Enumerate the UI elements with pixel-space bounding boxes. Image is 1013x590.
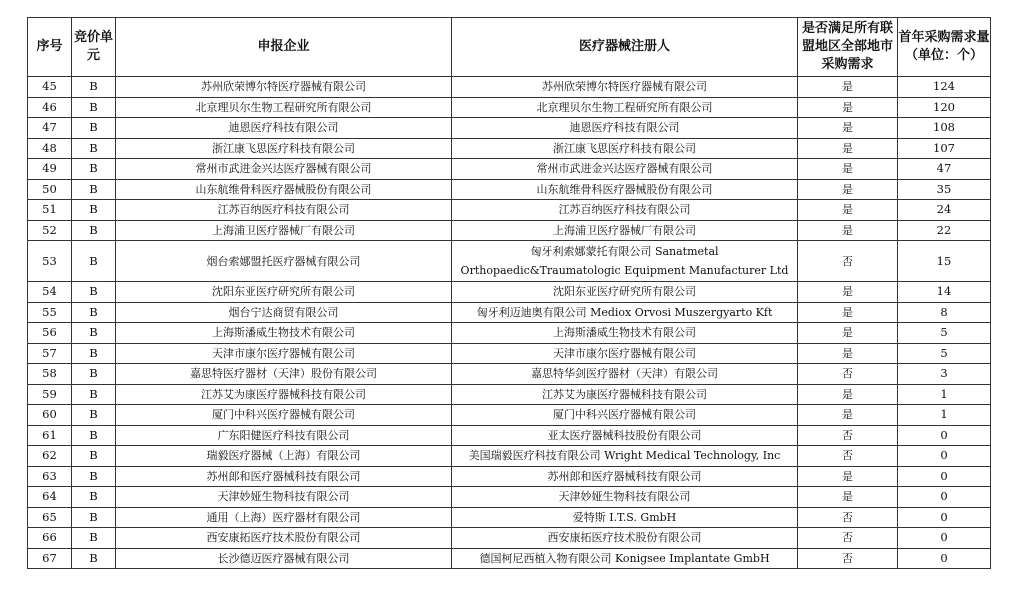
cell-unit: B bbox=[72, 466, 116, 487]
cell-unit: B bbox=[72, 241, 116, 282]
cell-meets: 否 bbox=[798, 507, 898, 528]
cell-unit: B bbox=[72, 200, 116, 221]
table-row bbox=[28, 343, 991, 364]
cell-company: 厦门中科兴医疗器械有限公司 bbox=[116, 405, 452, 426]
registrant-line-1: 匈牙利索娜蒙托有限公司 Sanatmetal bbox=[530, 245, 719, 258]
cell-demand: 0 bbox=[898, 528, 991, 549]
table-header-row bbox=[28, 18, 991, 77]
table-row bbox=[28, 466, 991, 487]
table-row bbox=[28, 179, 991, 200]
cell-unit: B bbox=[72, 138, 116, 159]
table-row bbox=[28, 528, 991, 549]
cell-index: 57 bbox=[28, 343, 72, 364]
cell-registrant: 德国柯尼西植入物有限公司 Konigsee Implantate GmbH bbox=[452, 548, 798, 569]
cell-meets: 是 bbox=[798, 466, 898, 487]
cell-company: 浙江康飞思医疗科技有限公司 bbox=[116, 138, 452, 159]
cell-registrant: 匈牙利迈迪奥有限公司 Mediox Orvosi Muszergyarto Kft bbox=[452, 302, 798, 323]
cell-index: 50 bbox=[28, 179, 72, 200]
cell-meets: 是 bbox=[798, 343, 898, 364]
cell-company: 苏州欣荣博尔特医疗器械有限公司 bbox=[116, 77, 452, 98]
table-row bbox=[28, 77, 991, 98]
cell-meets: 是 bbox=[798, 118, 898, 139]
cell-demand: 0 bbox=[898, 466, 991, 487]
cell-demand: 24 bbox=[898, 200, 991, 221]
cell-company: 西安康拓医疗技术股份有限公司 bbox=[116, 528, 452, 549]
cell-registrant: 天津市康尔医疗器械有限公司 bbox=[452, 343, 798, 364]
cell-meets: 否 bbox=[798, 548, 898, 569]
cell-meets: 是 bbox=[798, 302, 898, 323]
table-row bbox=[28, 323, 991, 344]
table-body bbox=[28, 77, 991, 569]
cell-index: 62 bbox=[28, 446, 72, 467]
cell-company: 天津市康尔医疗器械有限公司 bbox=[116, 343, 452, 364]
table-row bbox=[28, 446, 991, 467]
header-company: 申报企业 bbox=[116, 18, 452, 77]
table-row bbox=[28, 302, 991, 323]
cell-index: 56 bbox=[28, 323, 72, 344]
table-row bbox=[28, 118, 991, 139]
cell-registrant: 厦门中科兴医疗器械有限公司 bbox=[452, 405, 798, 426]
cell-registrant: 苏州欣荣博尔特医疗器械有限公司 bbox=[452, 77, 798, 98]
table-row bbox=[28, 405, 991, 426]
cell-company: 通用（上海）医疗器材有限公司 bbox=[116, 507, 452, 528]
cell-company: 烟台宁达商贸有限公司 bbox=[116, 302, 452, 323]
table-row bbox=[28, 548, 991, 569]
cell-registrant: 美国瑞毅医疗科技有限公司 Wright Medical Technology, Inc bbox=[452, 446, 798, 467]
cell-unit: B bbox=[72, 446, 116, 467]
cell-registrant: 迪恩医疗科技有限公司 bbox=[452, 118, 798, 139]
cell-company: 沈阳东亚医疗研究所有限公司 bbox=[116, 282, 452, 303]
table-row bbox=[28, 282, 991, 303]
cell-demand: 5 bbox=[898, 323, 991, 344]
cell-index: 46 bbox=[28, 97, 72, 118]
cell-company: 瑞毅医疗器械（上海）有限公司 bbox=[116, 446, 452, 467]
cell-company: 山东航维骨科医疗器械股份有限公司 bbox=[116, 179, 452, 200]
cell-registrant: 天津妙娅生物科技有限公司 bbox=[452, 487, 798, 508]
cell-registrant: 爱特斯 I.T.S. GmbH bbox=[452, 507, 798, 528]
cell-unit: B bbox=[72, 302, 116, 323]
cell-meets: 是 bbox=[798, 159, 898, 180]
cell-meets: 是 bbox=[798, 200, 898, 221]
cell-registrant: 北京理贝尔生物工程研究所有限公司 bbox=[452, 97, 798, 118]
cell-demand: 47 bbox=[898, 159, 991, 180]
cell-meets: 是 bbox=[798, 77, 898, 98]
header-demand: 首年采购需求量（单位：个） bbox=[898, 18, 991, 77]
table-row bbox=[28, 364, 991, 385]
cell-index: 45 bbox=[28, 77, 72, 98]
header-unit: 竞价单元 bbox=[72, 18, 116, 77]
cell-index: 59 bbox=[28, 384, 72, 405]
table-row bbox=[28, 97, 991, 118]
header-meets: 是否满足所有联盟地区全部地市采购需求 bbox=[798, 18, 898, 77]
cell-meets: 是 bbox=[798, 405, 898, 426]
cell-registrant: 上海浦卫医疗器械厂有限公司 bbox=[452, 220, 798, 241]
cell-registrant: 沈阳东亚医疗研究所有限公司 bbox=[452, 282, 798, 303]
cell-unit: B bbox=[72, 282, 116, 303]
cell-company: 常州市武进金兴达医疗器械有限公司 bbox=[116, 159, 452, 180]
cell-unit: B bbox=[72, 159, 116, 180]
cell-index: 54 bbox=[28, 282, 72, 303]
cell-index: 66 bbox=[28, 528, 72, 549]
cell-registrant: 江苏艾为康医疗器械科技有限公司 bbox=[452, 384, 798, 405]
cell-meets: 是 bbox=[798, 97, 898, 118]
cell-registrant: 山东航维骨科医疗器械股份有限公司 bbox=[452, 179, 798, 200]
cell-meets: 否 bbox=[798, 241, 898, 282]
cell-meets: 否 bbox=[798, 446, 898, 467]
cell-company: 烟台索娜盟托医疗器械有限公司 bbox=[116, 241, 452, 282]
table-row bbox=[28, 507, 991, 528]
cell-demand: 124 bbox=[898, 77, 991, 98]
registrant-line-2: Orthopaedic&Traumatologic Equipment Manufacturer Ltd bbox=[460, 264, 789, 277]
cell-unit: B bbox=[72, 528, 116, 549]
cell-index: 67 bbox=[28, 548, 72, 569]
table-row bbox=[28, 487, 991, 508]
cell-registrant: 上海斯潘威生物技术有限公司 bbox=[452, 323, 798, 344]
cell-meets: 是 bbox=[798, 179, 898, 200]
table-row bbox=[28, 200, 991, 221]
cell-registrant: 西安康拓医疗技术股份有限公司 bbox=[452, 528, 798, 549]
cell-demand: 108 bbox=[898, 118, 991, 139]
cell-index: 61 bbox=[28, 425, 72, 446]
cell-company: 上海斯潘威生物技术有限公司 bbox=[116, 323, 452, 344]
cell-index: 65 bbox=[28, 507, 72, 528]
cell-unit: B bbox=[72, 118, 116, 139]
cell-company: 天津妙娅生物科技有限公司 bbox=[116, 487, 452, 508]
cell-demand: 120 bbox=[898, 97, 991, 118]
header-registrant: 医疗器械注册人 bbox=[452, 18, 798, 77]
cell-demand: 22 bbox=[898, 220, 991, 241]
cell-company: 苏州郎和医疗器械科技有限公司 bbox=[116, 466, 452, 487]
cell-company: 长沙德迈医疗器械有限公司 bbox=[116, 548, 452, 569]
cell-index: 53 bbox=[28, 241, 72, 282]
cell-company: 迪恩医疗科技有限公司 bbox=[116, 118, 452, 139]
cell-company: 北京理贝尔生物工程研究所有限公司 bbox=[116, 97, 452, 118]
cell-unit: B bbox=[72, 364, 116, 385]
cell-index: 52 bbox=[28, 220, 72, 241]
cell-registrant: 嘉思特华剑医疗器材（天津）有限公司 bbox=[452, 364, 798, 385]
cell-index: 55 bbox=[28, 302, 72, 323]
table-row bbox=[28, 159, 991, 180]
table-row bbox=[28, 138, 991, 159]
cell-demand: 15 bbox=[898, 241, 991, 282]
table-row bbox=[28, 220, 991, 241]
cell-demand: 35 bbox=[898, 179, 991, 200]
cell-demand: 0 bbox=[898, 487, 991, 508]
cell-unit: B bbox=[72, 220, 116, 241]
cell-demand: 0 bbox=[898, 425, 991, 446]
cell-registrant: 浙江康飞思医疗科技有限公司 bbox=[452, 138, 798, 159]
cell-company: 江苏艾为康医疗器械科技有限公司 bbox=[116, 384, 452, 405]
cell-registrant: 常州市武进金兴达医疗器械有限公司 bbox=[452, 159, 798, 180]
cell-index: 48 bbox=[28, 138, 72, 159]
cell-meets: 否 bbox=[798, 528, 898, 549]
cell-meets: 否 bbox=[798, 364, 898, 385]
cell-meets: 否 bbox=[798, 425, 898, 446]
cell-demand: 8 bbox=[898, 302, 991, 323]
cell-meets: 是 bbox=[798, 487, 898, 508]
cell-unit: B bbox=[72, 97, 116, 118]
cell-index: 60 bbox=[28, 405, 72, 426]
cell-unit: B bbox=[72, 323, 116, 344]
cell-unit: B bbox=[72, 384, 116, 405]
cell-demand: 107 bbox=[898, 138, 991, 159]
cell-registrant: 江苏百纳医疗科技有限公司 bbox=[452, 200, 798, 221]
cell-company: 广东阳健医疗科技有限公司 bbox=[116, 425, 452, 446]
cell-unit: B bbox=[72, 487, 116, 508]
cell-unit: B bbox=[72, 548, 116, 569]
cell-index: 47 bbox=[28, 118, 72, 139]
cell-demand: 14 bbox=[898, 282, 991, 303]
cell-demand: 0 bbox=[898, 446, 991, 467]
cell-demand: 0 bbox=[898, 507, 991, 528]
cell-index: 58 bbox=[28, 364, 72, 385]
cell-meets: 是 bbox=[798, 220, 898, 241]
cell-meets: 是 bbox=[798, 323, 898, 344]
cell-company: 江苏百纳医疗科技有限公司 bbox=[116, 200, 452, 221]
cell-meets: 是 bbox=[798, 384, 898, 405]
cell-registrant: 苏州郎和医疗器械科技有限公司 bbox=[452, 466, 798, 487]
table-row bbox=[28, 241, 991, 282]
cell-unit: B bbox=[72, 507, 116, 528]
cell-unit: B bbox=[72, 405, 116, 426]
cell-demand: 1 bbox=[898, 405, 991, 426]
cell-unit: B bbox=[72, 179, 116, 200]
cell-registrant bbox=[452, 241, 798, 282]
cell-demand: 3 bbox=[898, 364, 991, 385]
cell-index: 49 bbox=[28, 159, 72, 180]
cell-index: 64 bbox=[28, 487, 72, 508]
header-index: 序号 bbox=[28, 18, 72, 77]
cell-demand: 0 bbox=[898, 548, 991, 569]
cell-meets: 是 bbox=[798, 138, 898, 159]
cell-company: 嘉思特医疗器材（天津）股份有限公司 bbox=[116, 364, 452, 385]
cell-unit: B bbox=[72, 77, 116, 98]
cell-unit: B bbox=[72, 425, 116, 446]
procurement-table bbox=[27, 17, 991, 569]
table-row bbox=[28, 384, 991, 405]
cell-demand: 1 bbox=[898, 384, 991, 405]
cell-demand: 5 bbox=[898, 343, 991, 364]
cell-index: 51 bbox=[28, 200, 72, 221]
cell-index: 63 bbox=[28, 466, 72, 487]
cell-unit: B bbox=[72, 343, 116, 364]
cell-company: 上海浦卫医疗器械厂有限公司 bbox=[116, 220, 452, 241]
cell-registrant: 亚太医疗器械科技股份有限公司 bbox=[452, 425, 798, 446]
table-row bbox=[28, 425, 991, 446]
cell-meets: 是 bbox=[798, 282, 898, 303]
